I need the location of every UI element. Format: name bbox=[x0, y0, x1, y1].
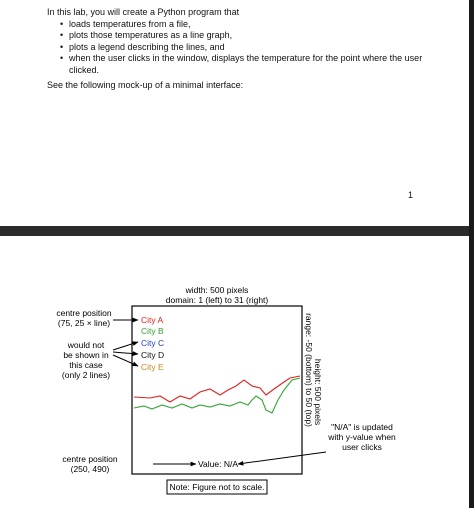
would-not-label-line2: be shown in bbox=[63, 350, 109, 360]
legend-city-d: City D bbox=[141, 350, 165, 360]
page-separator bbox=[0, 226, 474, 236]
centre-value-label-line1: centre position bbox=[62, 454, 118, 464]
mockup-figure bbox=[0, 236, 469, 508]
na-note-line2: with y-value when bbox=[328, 432, 396, 442]
range-label: range: -50 (bottom) to 50 (top) bbox=[304, 313, 314, 427]
page-number: 1 bbox=[408, 190, 414, 200]
requirements-list bbox=[60, 19, 440, 77]
value-readout: Value: N/A bbox=[198, 459, 239, 469]
centre-value-label-line2: (250, 490) bbox=[70, 464, 110, 474]
list-item: • when the user clicks in the window, displays the temperature for the point where the user clicked. bbox=[60, 53, 440, 76]
would-not-label-line4: (only 2 lines) bbox=[61, 370, 111, 380]
legend-city-e: City E bbox=[141, 362, 164, 372]
centre-legend-label-line1: centre position bbox=[56, 308, 112, 318]
na-note-line3: user clicks bbox=[342, 442, 382, 452]
list-item: • loads temperatures from a file, bbox=[60, 19, 440, 31]
would-not-label-line3: this case bbox=[69, 360, 103, 370]
document-page bbox=[0, 0, 474, 226]
centre-legend-label-line2: (75, 25 × line) bbox=[57, 318, 111, 328]
intro-text: In this lab, you will create a Python program that bbox=[47, 7, 240, 17]
mockup-intro-text: See the following mock-up of a minimal interface: bbox=[47, 80, 244, 90]
list-item: • plots those temperatures as a line graph, bbox=[60, 30, 440, 42]
scrollbar-edge[interactable] bbox=[469, 0, 474, 508]
na-note-line1: "N/A" is updated bbox=[331, 422, 393, 432]
domain-label: domain: 1 (left) to 31 (right) bbox=[165, 295, 269, 305]
width-label: width: 500 pixels bbox=[185, 285, 249, 295]
mockup-drawing bbox=[0, 236, 469, 508]
note-text: Note: Figure not to scale. bbox=[169, 482, 265, 492]
would-not-label-line1: would not bbox=[67, 340, 105, 350]
legend-city-a: City A bbox=[141, 315, 164, 325]
height-label: height: 500 pixels bbox=[313, 358, 323, 426]
list-item: • plots a legend describing the lines, and bbox=[60, 42, 440, 54]
legend-city-c: City C bbox=[141, 338, 165, 348]
legend-city-b: City B bbox=[141, 326, 164, 336]
